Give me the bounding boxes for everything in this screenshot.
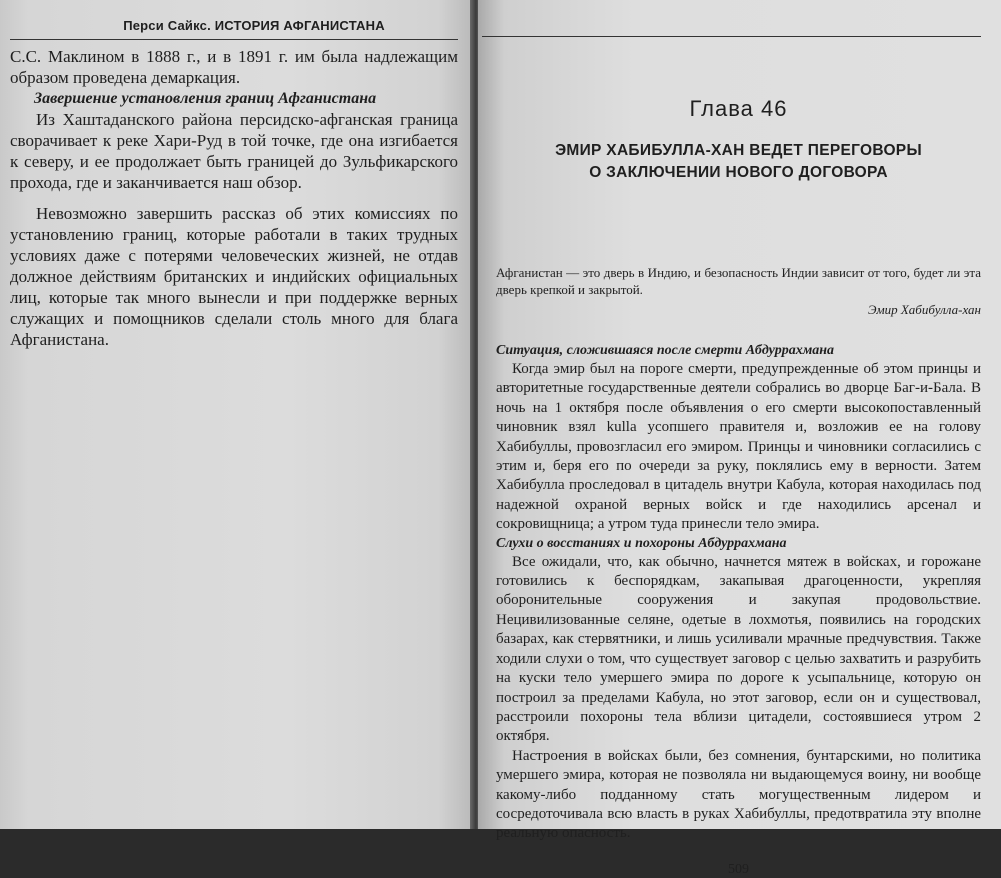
left-para-top: С.С. Маклином в 1888 г., и в 1891 г. им была надлежащим образом проведена демаркация.: [10, 47, 458, 87]
epigraph: Афганистан — это дверь в Индию, и безопасность Индии зависит от того, будет ли эта дверь крепкой и закрытой.: [496, 265, 981, 297]
chapter-subtitle-line-1: ЭМИР ХАБИБУЛЛА-ХАН ВЕДЕТ ПЕРЕГОВОРЫ: [555, 142, 922, 159]
header-rule-right: [482, 36, 981, 37]
section-2-text: Все ожидали, что, как обычно, начнется мятеж в войсках, и горожане готовились к беспорядкам, закапывая драгоценности, укрепляя оборонительные сооружения и закупая продовольствие. Нецивилизованные селяне, одетые в лохмотья, появились на городских базарах, как стервятники, и лишь усиливали мрачные предчувствия. Также ходили слухи о том, что существует заговор с целью захватить и разрубить на куски тело умершего эмира по дороге к усыпальнице, которую он построил за пределами Кабула, но этот заговор, если он и существовал, расстроили похороны тела вблизи цитадели, состоявшиеся утром 2 октября.: [496, 553, 981, 745]
running-header: Перси Сайкс. ИСТОРИЯ АФГАНИСТАНА: [123, 18, 385, 33]
section-2-heading: Слухи о восстаниях и похороны Абдуррахмана: [496, 535, 787, 551]
chapter-subtitle: [496, 140, 981, 184]
left-subheading: Завершение установления границ Афганистана: [34, 90, 377, 107]
section-2-text-b: Настроения в войсках были, без сомнения, бунтарскими, но политика умершего эмира, которая не позволяла ни выдающемуся воину, ни вообще какому-либо подданному стать могущественным лидером и сосредоточивала всю власть в руках Хабибуллы, предотвратила эту вполне реальную опасность.: [496, 747, 981, 842]
left-page: [0, 0, 476, 829]
epigraph-author: Эмир Хабибулла-хан: [867, 302, 981, 317]
chapter-subtitle-line-2: О ЗАКЛЮЧЕНИИ НОВОГО ДОГОВОРА: [589, 164, 888, 181]
left-para-1: Из Хаштаданского района персидско-афганская граница сворачивает к реке Хари-Руд в той точке, где она изгибается к северу, и ее продолжает быть границей до Зульфикарского прохода, где и заканчивается наш обзор.: [10, 110, 458, 192]
page-number: 509: [728, 861, 749, 877]
right-page: [478, 0, 1001, 877]
header-rule: [10, 39, 458, 40]
section-1-text: Когда эмир был на пороге смерти, предупрежденные об этом принцы и авторитетные государственные деятели собрались во дворце Баг-и-Бала. В ночь на 1 октября после объявления о его смерти высокопоставленный чиновник взял kulla усопшего правителя и, возложив ее на голову Хабибуллы, провозгласил его эмиром. Принцы и чиновники согласились с этим и, беря его по очереди за руку, поклялись ему в верности. Затем Хабибулла проследовал в цитадель внутри Кабула, которая находилась под надежной охраной верных войск и где находились арсенал и сокровищница; а утром туда принесли тело эмира.: [496, 361, 981, 533]
section-1-heading: Ситуация, сложившаяся после смерти Абдуррахмана: [496, 343, 835, 358]
chapter-title: Глава 46: [689, 96, 788, 121]
left-para-2: Невозможно завершить рассказ об этих комиссиях по установлению границ, которые работали в таких трудных условиях даже с потерями человеческих жизней, не отдав должное действиям британских и индийских официальных лиц, которые так много вынесли и при поддержке верных служащих и помощников сделали столь много для блага Афганистана.: [10, 204, 458, 349]
